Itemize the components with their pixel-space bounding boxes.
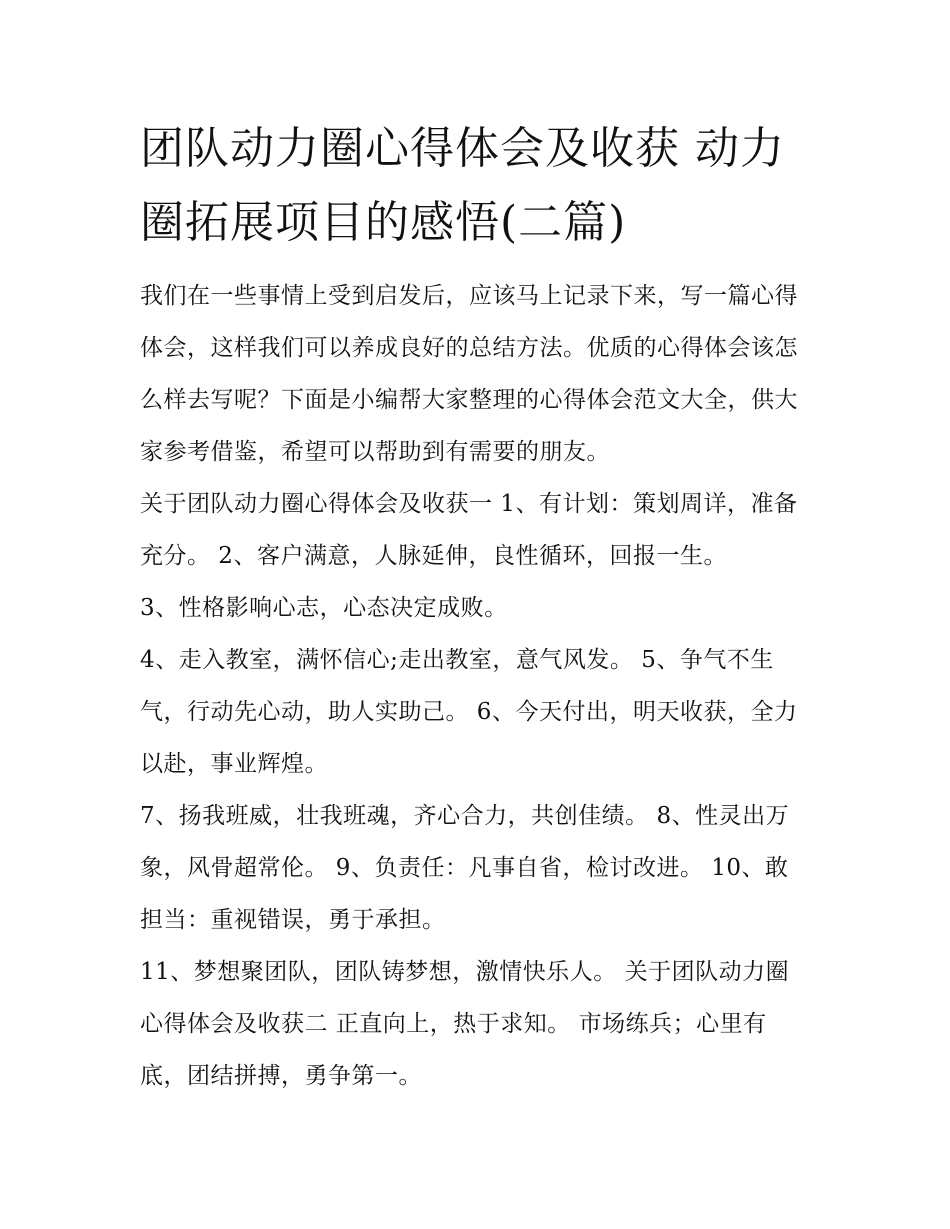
paragraph-1: 关于团队动力圈心得体会及收获一 1、有计划：策划周详，准备充分。 2、客户满意，人脉延伸，良性循环，回报一生。 bbox=[140, 491, 798, 569]
document-title: 团队动力圈心得体会及收获 动力圈拓展项目的感悟(二篇) bbox=[140, 123, 785, 248]
document-body bbox=[140, 112, 812, 1102]
paragraph-2: 3、性格影响心志，心态决定成败。 bbox=[140, 595, 508, 621]
paragraph-intro: 我们在一些事情上受到启发后，应该马上记录下来，写一篇心得体会，这样我们可以养成良好的总结方法。优质的心得体会该怎么样去写呢？下面是小编帮大家整理的心得体会范文大全，供大家参考借鉴，希望可以帮助到有需要的朋友。 bbox=[140, 283, 798, 465]
paragraph-5: 11、梦想聚团队，团队铸梦想，激情快乐人。 关于团队动力圈心得体会及收获二 正直向上，热于求知。 市场练兵；心里有底，团结拼搏，勇争第一。 bbox=[140, 959, 790, 1089]
paragraph-4: 7、扬我班威，壮我班魂，齐心合力，共创佳绩。 8、性灵出万象，风骨超常伦。 9、负责任：凡事自省，检讨改进。 10、敢担当：重视错误，勇于承担。 bbox=[140, 803, 790, 933]
paragraph-3: 4、走入教室，满怀信心;走出教室，意气风发。 5、争气不生气，行动先心动，助人实助己。 6、今天付出，明天收获，全力以赴，事业辉煌。 bbox=[140, 647, 798, 777]
